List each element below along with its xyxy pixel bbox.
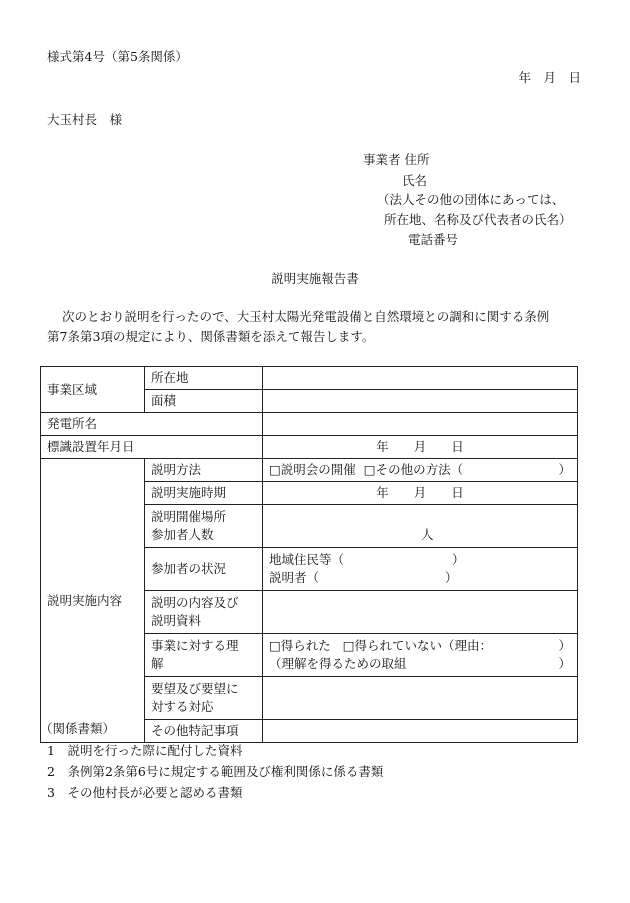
applicant-phone-label: 電話番号 xyxy=(408,232,459,247)
venue-label-line2: 参加者人数 xyxy=(151,527,214,542)
venue-label-line1: 説明開催場所 xyxy=(151,509,227,524)
sign-date-input[interactable]: 年 月 日 xyxy=(263,436,578,459)
content-label-line1: 説明の内容及び xyxy=(151,595,239,610)
body-line-1: 次のとおり説明を行ったので、大玉村太陽光発電設備と自然環境との調和に関する条例 xyxy=(62,309,550,324)
plant-name-input[interactable] xyxy=(263,413,578,436)
understanding-field[interactable] xyxy=(263,634,578,677)
venue-label xyxy=(145,505,263,548)
size-input[interactable] xyxy=(263,390,578,413)
method-label: 説明方法 xyxy=(145,459,263,482)
document-title: 説明実施報告書 xyxy=(271,271,359,286)
plant-name-label: 発電所名 xyxy=(41,413,263,436)
venue-input[interactable] xyxy=(263,505,578,548)
method-option-meeting[interactable]: □説明会の開催 xyxy=(269,462,356,477)
other-input[interactable] xyxy=(263,720,578,743)
participants-explainer: 説明者（ xyxy=(269,570,320,585)
location-label: 所在地 xyxy=(145,367,263,390)
understanding-label-line2: 解 xyxy=(151,656,164,671)
participants-residents: 地域住民等（ xyxy=(269,552,345,567)
venue-unit: 人 xyxy=(421,527,434,542)
applicant-name-label: 氏名 xyxy=(402,173,428,188)
requests-label-line2: 対する対応 xyxy=(151,699,214,714)
applicant-address-label: 事業者 住所 xyxy=(363,152,430,167)
understanding-close-1: ） xyxy=(558,638,571,653)
content-input[interactable] xyxy=(263,591,578,634)
participants-explainer-close: ） xyxy=(445,570,458,585)
understanding-option-yes[interactable]: □得られた xyxy=(269,638,331,653)
period-label: 説明実施時期 xyxy=(145,482,263,505)
addressee: 大玉村長 様 xyxy=(47,112,123,127)
participants-input[interactable] xyxy=(263,548,578,591)
body-line-2: 第7条第3項の規定により、関係書類を添えて報告します。 xyxy=(47,329,375,344)
content-label-line2: 説明資料 xyxy=(151,613,202,628)
attachment-item: 2 条例第2条第6号に規定する範囲及び権利関係に係る書類 xyxy=(47,764,384,779)
understanding-option-no[interactable]: □得られていない（理由： xyxy=(342,638,493,653)
understanding-effort: （理解を得るための取組 xyxy=(269,656,407,671)
period-input[interactable]: 年 月 日 xyxy=(263,482,578,505)
method-field[interactable] xyxy=(263,459,578,482)
location-input[interactable] xyxy=(263,367,578,390)
method-option-other[interactable]: □その他の方法（ xyxy=(363,462,464,477)
attachment-item: 1 説明を行った際に配付した資料 xyxy=(47,743,243,758)
other-label: その他特記事項 xyxy=(145,720,263,743)
applicant-note-line1: （法人その他の団体にあっては、 xyxy=(377,192,565,207)
form-number: 様式第4号（第5条関係） xyxy=(47,49,188,64)
content-label xyxy=(145,591,263,634)
attachments-heading: （関係書類） xyxy=(40,721,116,736)
participants-label: 参加者の状況 xyxy=(145,548,263,591)
attachment-item: 3 その他村長が必要と認める書類 xyxy=(47,785,243,800)
applicant-note-line2: 所在地、名称及び代表者の氏名） xyxy=(384,212,572,227)
method-close: ） xyxy=(558,462,571,477)
size-label: 面積 xyxy=(145,390,263,413)
area-label: 事業区域 xyxy=(41,367,145,413)
requests-label xyxy=(145,677,263,720)
report-table xyxy=(40,366,578,743)
requests-label-line1: 要望及び要望に xyxy=(151,681,239,696)
section-label: 説明実施内容 xyxy=(41,459,145,743)
requests-input[interactable] xyxy=(263,677,578,720)
report-date: 年 月 日 xyxy=(518,70,581,85)
understanding-label xyxy=(145,634,263,677)
sign-date-label: 標識設置年月日 xyxy=(41,436,263,459)
understanding-label-line1: 事業に対する理 xyxy=(151,638,239,653)
participants-residents-close: ） xyxy=(452,552,465,567)
understanding-close-2: ） xyxy=(558,656,571,671)
